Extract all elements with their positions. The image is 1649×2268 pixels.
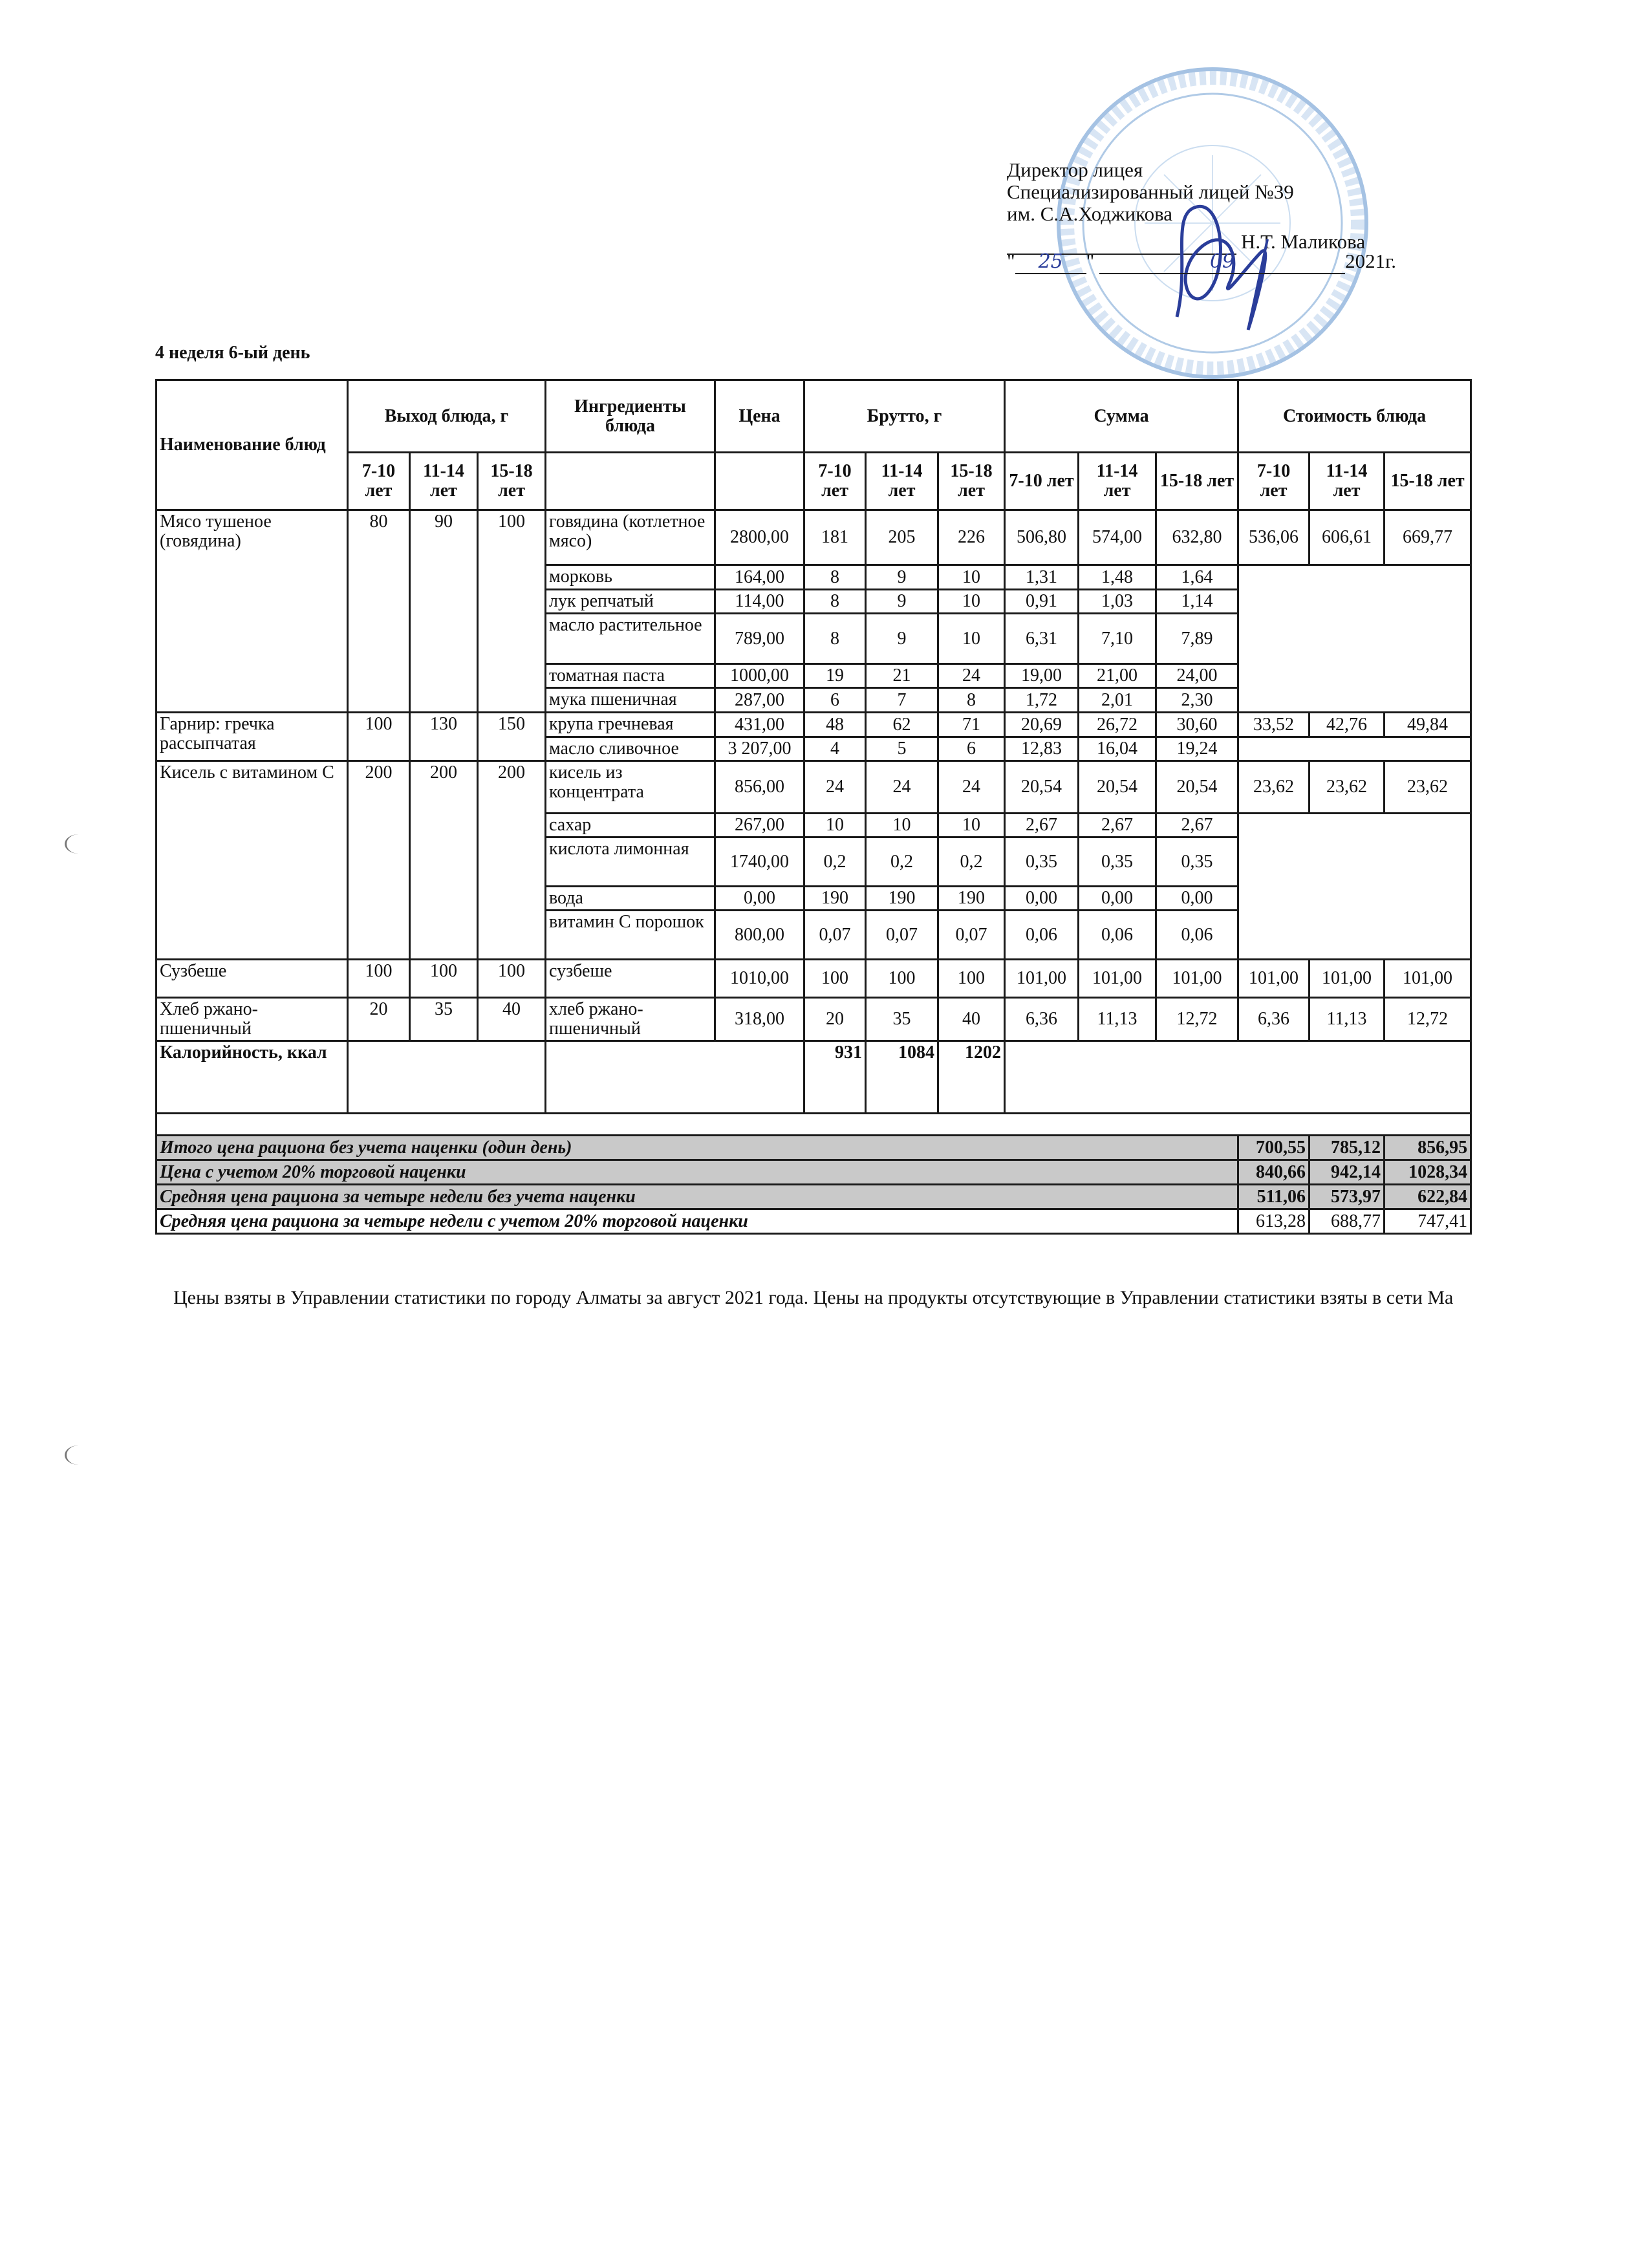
dish-yield: 200	[478, 761, 546, 960]
summary-value: 688,77	[1310, 1209, 1385, 1234]
ingredient-brutto: 0,2	[866, 837, 938, 887]
calories-value: 931	[804, 1041, 866, 1114]
ingredient-sum: 101,00	[1005, 960, 1079, 998]
ingredient-brutto: 10	[938, 614, 1005, 664]
dish-yield: 150	[478, 713, 546, 761]
ingredient-brutto: 24	[804, 761, 866, 814]
ingredient-name: морковь	[546, 565, 715, 590]
ingredient-brutto: 7	[866, 688, 938, 713]
ingredient-price: 1010,00	[715, 960, 804, 998]
ingredient-brutto: 24	[866, 761, 938, 814]
ingredient-brutto: 0,07	[938, 911, 1005, 960]
calories-row	[156, 1041, 1471, 1114]
header-dish-name: Наименование блюд	[156, 380, 348, 510]
summary-row	[156, 1160, 1471, 1185]
ingredient-price: 114,00	[715, 590, 804, 614]
ingredient-brutto: 190	[804, 887, 866, 911]
summary-label: Средняя цена рациона за четыре недели без учета наценки	[156, 1185, 1238, 1209]
ingredient-brutto: 9	[866, 614, 938, 664]
ingredient-sum: 0,91	[1005, 590, 1079, 614]
dish-cost: 11,13	[1310, 998, 1385, 1041]
age-header-yield: 7-10 лет	[348, 453, 410, 510]
dish-name: Кисель с витамином С	[156, 761, 348, 960]
ingredient-brutto: 20	[804, 998, 866, 1041]
ingredient-sum: 0,35	[1156, 837, 1238, 887]
ingredient-price: 2800,00	[715, 510, 804, 565]
ingredient-brutto: 24	[938, 664, 1005, 688]
age-header-brutto: 7-10 лет	[804, 453, 866, 510]
ingredient-name: витамин С порошок	[546, 911, 715, 960]
ingredient-row	[156, 960, 1471, 998]
dish-cost-empty	[1238, 737, 1471, 761]
ingredient-brutto: 71	[938, 713, 1005, 737]
ingredient-brutto: 4	[804, 737, 866, 761]
ingredient-sum: 24,00	[1156, 664, 1238, 688]
dish-yield: 40	[478, 998, 546, 1041]
header-brutto: Брутто, г	[804, 380, 1005, 453]
age-header-cost: 7-10 лет	[1238, 453, 1310, 510]
ingredient-price: 1740,00	[715, 837, 804, 887]
ingredient-brutto: 0,07	[866, 911, 938, 960]
dish-name: Хлеб ржано-пшеничный	[156, 998, 348, 1041]
dish-cost: 23,62	[1310, 761, 1385, 814]
footer-note: Цены взяты в Управлении статистики по городу Алматы за август 2021 года. Цены на продукты отсутствующие в Управлении статистики взяты в сети Ma	[173, 1287, 1454, 1308]
ingredient-price: 3 207,00	[715, 737, 804, 761]
ingredient-sum: 0,35	[1005, 837, 1079, 887]
ingredient-price: 0,00	[715, 887, 804, 911]
ingredient-price: 267,00	[715, 814, 804, 837]
ingredient-sum: 1,48	[1079, 565, 1156, 590]
ingredient-brutto: 6	[938, 737, 1005, 761]
summary-value: 840,66	[1238, 1160, 1310, 1185]
age-header-sum: 11-14 лет	[1079, 453, 1156, 510]
ingredient-sum: 101,00	[1079, 960, 1156, 998]
dish-cost-empty	[1238, 814, 1471, 960]
dish-cost: 33,52	[1238, 713, 1310, 737]
ingredient-brutto: 9	[866, 565, 938, 590]
ingredient-sum: 1,03	[1079, 590, 1156, 614]
ingredient-sum: 21,00	[1079, 664, 1156, 688]
summary-value: 785,12	[1310, 1136, 1385, 1160]
summary-value: 942,14	[1310, 1160, 1385, 1185]
ingredient-price: 287,00	[715, 688, 804, 713]
ingredient-brutto: 24	[938, 761, 1005, 814]
dish-cost-empty	[1238, 565, 1471, 713]
dish-cost: 42,76	[1310, 713, 1385, 737]
dish-yield: 20	[348, 998, 410, 1041]
approval-organization: Специализированный лицей №39	[1007, 180, 1294, 203]
dish-yield: 80	[348, 510, 410, 713]
dish-yield: 35	[410, 998, 478, 1041]
ingredient-brutto: 8	[938, 688, 1005, 713]
ingredient-name: вода	[546, 887, 715, 911]
header-ingredients: Ингредиенты блюда	[546, 380, 715, 453]
ingredient-sum: 26,72	[1079, 713, 1156, 737]
summary-value: 747,41	[1385, 1209, 1471, 1234]
ingredient-name: сахар	[546, 814, 715, 837]
dish-yield: 100	[348, 713, 410, 761]
spacer-cell	[156, 1114, 1471, 1136]
summary-value: 1028,34	[1385, 1160, 1471, 1185]
ingredient-sum: 2,01	[1079, 688, 1156, 713]
dish-yield: 90	[410, 510, 478, 713]
ingredient-price: 164,00	[715, 565, 804, 590]
ingredient-sum: 2,67	[1079, 814, 1156, 837]
ingredient-sum: 20,69	[1005, 713, 1079, 737]
ingredient-name: кислота лимонная	[546, 837, 715, 887]
ingredient-sum: 574,00	[1079, 510, 1156, 565]
ingredient-row	[156, 761, 1471, 814]
ingredient-name: хлеб ржано-пшеничный	[546, 998, 715, 1041]
date-year: 2021г.	[1345, 250, 1397, 272]
dish-yield: 100	[478, 510, 546, 713]
calories-value: 1084	[866, 1041, 938, 1114]
ingredient-sum: 1,31	[1005, 565, 1079, 590]
summary-value: 613,28	[1238, 1209, 1310, 1234]
ingredient-sum: 19,00	[1005, 664, 1079, 688]
ingredient-brutto: 10	[938, 590, 1005, 614]
ingredient-brutto: 181	[804, 510, 866, 565]
header-price: Цена	[715, 380, 804, 453]
ingredient-sum: 19,24	[1156, 737, 1238, 761]
age-header-sum: 15-18 лет	[1156, 453, 1238, 510]
ingredient-sum: 2,67	[1005, 814, 1079, 837]
summary-label: Итого цена рациона без учета наценки (один день)	[156, 1136, 1238, 1160]
ingredient-name: крупа гречневая	[546, 713, 715, 737]
ingredient-sum: 6,31	[1005, 614, 1079, 664]
summary-value: 573,97	[1310, 1185, 1385, 1209]
ingredient-name: томатная паста	[546, 664, 715, 688]
dish-name: Мясо тушеное (говядина)	[156, 510, 348, 713]
date-day: 25	[1015, 250, 1086, 274]
calories-empty	[546, 1041, 804, 1114]
header-row	[156, 380, 1471, 453]
ingredient-name: сузбеше	[546, 960, 715, 998]
date-month: 09	[1099, 250, 1345, 274]
ingredient-brutto: 5	[866, 737, 938, 761]
ingredient-sum: 0,00	[1005, 887, 1079, 911]
dish-name: Гарнир: гречка рассыпчатая	[156, 713, 348, 761]
ingredient-sum: 11,13	[1079, 998, 1156, 1041]
summary-row	[156, 1185, 1471, 1209]
ingredient-brutto: 8	[804, 565, 866, 590]
summary-value: 700,55	[1238, 1136, 1310, 1160]
age-header-brutto: 15-18 лет	[938, 453, 1005, 510]
ingredient-brutto: 48	[804, 713, 866, 737]
ingredient-brutto: 9	[866, 590, 938, 614]
age-header-cost: 15-18 лет	[1385, 453, 1471, 510]
signer-name: Н.Т. Маликова	[1241, 230, 1366, 253]
scan-mark	[65, 1445, 92, 1465]
ingredient-brutto: 19	[804, 664, 866, 688]
date-quote-close: "	[1086, 250, 1095, 272]
dish-name: Сузбеше	[156, 960, 348, 998]
dish-cost: 101,00	[1385, 960, 1471, 998]
ingredient-sum: 20,54	[1156, 761, 1238, 814]
ingredient-sum: 20,54	[1005, 761, 1079, 814]
calories-empty	[1005, 1041, 1471, 1114]
ingredient-brutto: 0,2	[804, 837, 866, 887]
ingredient-brutto: 35	[866, 998, 938, 1041]
ingredient-brutto: 10	[938, 814, 1005, 837]
summary-row	[156, 1209, 1471, 1234]
ingredient-sum: 7,89	[1156, 614, 1238, 664]
header-sum: Сумма	[1005, 380, 1238, 453]
calories-label: Калорийность, ккал	[156, 1041, 348, 1114]
ingredient-name: мука пшеничная	[546, 688, 715, 713]
ingredient-sum: 101,00	[1156, 960, 1238, 998]
ingredient-price: 789,00	[715, 614, 804, 664]
summary-label: Средняя цена рациона за четыре недели с учетом 20% торговой наценки	[156, 1209, 1238, 1234]
ingredient-sum: 2,67	[1156, 814, 1238, 837]
ingredient-name: кисель из концентрата	[546, 761, 715, 814]
dish-cost: 23,62	[1238, 761, 1310, 814]
ingredient-brutto: 0,2	[938, 837, 1005, 887]
calories-empty	[348, 1041, 546, 1114]
dish-yield: 100	[478, 960, 546, 998]
scan-mark	[65, 834, 92, 854]
dish-cost: 101,00	[1310, 960, 1385, 998]
ingredient-brutto: 6	[804, 688, 866, 713]
ingredient-sum: 7,10	[1079, 614, 1156, 664]
ingredient-price: 1000,00	[715, 664, 804, 688]
approval-date	[1007, 250, 1396, 274]
menu-cost-table	[155, 379, 1472, 1235]
ingredient-name: масло растительное	[546, 614, 715, 664]
ingredient-brutto: 190	[866, 887, 938, 911]
approval-organization-name: им. С.А.Ходжикова	[1007, 202, 1173, 225]
ingredient-price: 856,00	[715, 761, 804, 814]
ingredient-price: 800,00	[715, 911, 804, 960]
ingredient-brutto: 8	[804, 590, 866, 614]
page-title: 4 неделя 6-ый день	[155, 343, 310, 363]
date-quote-open: "	[1007, 250, 1015, 272]
summary-row	[156, 1136, 1471, 1160]
ingredient-sum: 6,36	[1005, 998, 1079, 1041]
ingredient-brutto: 0,07	[804, 911, 866, 960]
ingredient-sum: 0,06	[1079, 911, 1156, 960]
ingredient-brutto: 40	[938, 998, 1005, 1041]
ingredient-sum: 0,00	[1079, 887, 1156, 911]
calories-value: 1202	[938, 1041, 1005, 1114]
dish-yield: 100	[348, 960, 410, 998]
ingredient-sum: 16,04	[1079, 737, 1156, 761]
age-header-sum: 7-10 лет	[1005, 453, 1079, 510]
ingredient-row	[156, 998, 1471, 1041]
summary-value: 511,06	[1238, 1185, 1310, 1209]
ingredient-sum: 12,72	[1156, 998, 1238, 1041]
summary-value: 856,95	[1385, 1136, 1471, 1160]
ingredient-brutto: 10	[804, 814, 866, 837]
summary-label: Цена с учетом 20% торговой наценки	[156, 1160, 1238, 1185]
ingredient-name: лук репчатый	[546, 590, 715, 614]
ingredient-price: 431,00	[715, 713, 804, 737]
dish-cost: 12,72	[1385, 998, 1471, 1041]
spacer-row	[156, 1114, 1471, 1136]
ingredient-sum: 632,80	[1156, 510, 1238, 565]
ingredient-row	[156, 510, 1471, 565]
dish-cost: 6,36	[1238, 998, 1310, 1041]
summary-value: 622,84	[1385, 1185, 1471, 1209]
dish-cost: 536,06	[1238, 510, 1310, 565]
ingredient-brutto: 8	[804, 614, 866, 664]
age-header-empty	[546, 453, 715, 510]
dish-cost: 49,84	[1385, 713, 1471, 737]
ingredient-brutto: 10	[866, 814, 938, 837]
ingredient-name: говядина (котлетное мясо)	[546, 510, 715, 565]
header-cost: Стоимость блюда	[1238, 380, 1471, 453]
age-header-brutto: 11-14 лет	[866, 453, 938, 510]
dish-cost: 606,61	[1310, 510, 1385, 565]
ingredient-sum: 30,60	[1156, 713, 1238, 737]
ingredient-name: масло сливочное	[546, 737, 715, 761]
dish-yield: 100	[410, 960, 478, 998]
menu-body	[156, 510, 1471, 1234]
dish-cost: 101,00	[1238, 960, 1310, 998]
dish-cost: 23,62	[1385, 761, 1471, 814]
ingredient-brutto: 100	[938, 960, 1005, 998]
ingredient-brutto: 190	[938, 887, 1005, 911]
ingredient-row	[156, 713, 1471, 737]
ingredient-sum: 0,35	[1079, 837, 1156, 887]
ingredient-price: 318,00	[715, 998, 804, 1041]
ingredient-sum: 12,83	[1005, 737, 1079, 761]
ingredient-sum: 0,00	[1156, 887, 1238, 911]
ingredient-brutto: 205	[866, 510, 938, 565]
ingredient-sum: 20,54	[1079, 761, 1156, 814]
ingredient-sum: 0,06	[1005, 911, 1079, 960]
age-header-yield: 15-18 лет	[478, 453, 546, 510]
ingredient-sum: 1,64	[1156, 565, 1238, 590]
ingredient-sum: 1,14	[1156, 590, 1238, 614]
dish-yield: 130	[410, 713, 478, 761]
age-header-empty	[715, 453, 804, 510]
ingredient-sum: 1,72	[1005, 688, 1079, 713]
ingredient-brutto: 21	[866, 664, 938, 688]
ingredient-sum: 506,80	[1005, 510, 1079, 565]
ingredient-sum: 2,30	[1156, 688, 1238, 713]
ingredient-brutto: 226	[938, 510, 1005, 565]
ingredient-brutto: 100	[804, 960, 866, 998]
dish-cost: 669,77	[1385, 510, 1471, 565]
ingredient-sum: 0,06	[1156, 911, 1238, 960]
ingredient-brutto: 62	[866, 713, 938, 737]
header-yield: Выход блюда, г	[348, 380, 546, 453]
ingredient-brutto: 10	[938, 565, 1005, 590]
dish-yield: 200	[348, 761, 410, 960]
approval-title: Директор лицея	[1007, 158, 1143, 181]
age-header-row	[156, 453, 1471, 510]
ingredient-brutto: 100	[866, 960, 938, 998]
age-header-yield: 11-14 лет	[410, 453, 478, 510]
dish-yield: 200	[410, 761, 478, 960]
age-header-cost: 11-14 лет	[1310, 453, 1385, 510]
